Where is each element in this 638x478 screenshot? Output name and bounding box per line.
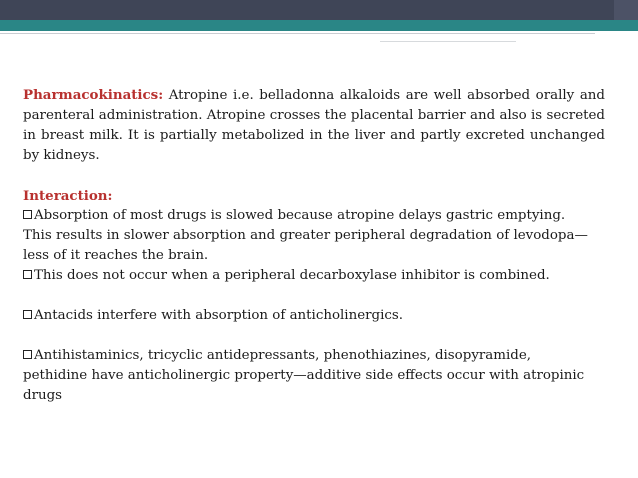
interaction-heading: Interaction: [23,188,113,204]
interaction-bullet [23,266,605,286]
pharmacokinetics-text: Atropine i.e. belladonna alkaloids are well absorbed orally and parenteral administration. Atropine crosses the placental barrier and also is secreted in breast milk. It is partially metabolized in the liver and partly excreted unchanged by kidneys. [23,88,605,163]
slide-body [23,85,605,406]
checkbox-bullet-icon [23,350,32,359]
slide-accent-bar [0,20,638,31]
slide-header-band [0,0,638,20]
pharmacokinetics-heading: Pharmacokinatics: [23,87,164,103]
interaction-bullet [23,306,605,326]
checkbox-bullet-icon [23,210,32,219]
bullet-line: drugs [23,388,63,403]
bullet-line: pethidine have anticholinergic property—additive side effects occur with atropinic [23,368,585,383]
interaction-bullet [23,346,605,406]
slide-header-corner [614,0,638,20]
bullet-line: This does not occur when a peripheral decarboxylase inhibitor is combined. [34,268,550,283]
bullet-line: Antacids interfere with absorption of anticholinergics. [34,308,404,323]
bullet-line: This results in slower absorption and greater peripheral degradation of levodopa— [23,228,588,243]
bullet-line: Antihistaminics, tricyclic antidepressants, phenothiazines, disopyramide, [34,348,531,363]
bullet-line: less of it reaches the brain. [23,248,209,263]
spacer [23,286,605,306]
spacer [23,166,605,186]
interaction-bullet [23,206,605,266]
bullet-line: Absorption of most drugs is slowed because atropine delays gastric emptying. [34,208,566,223]
slide-subtitle-line [380,41,516,42]
slide-divider-line [0,33,595,34]
pharmacokinetics-paragraph [23,85,605,166]
spacer [23,326,605,346]
checkbox-bullet-icon [23,310,32,319]
checkbox-bullet-icon [23,270,32,279]
